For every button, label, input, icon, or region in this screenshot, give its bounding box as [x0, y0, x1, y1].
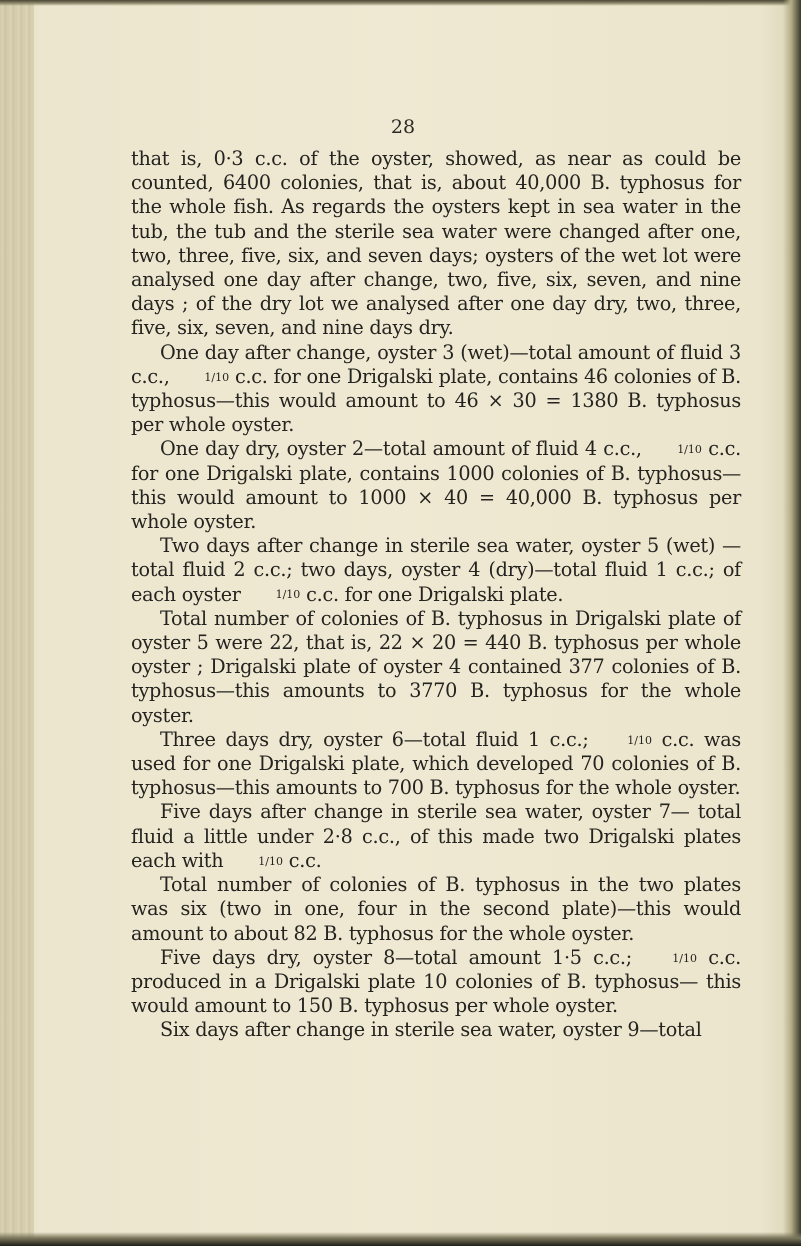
page-right-edge — [783, 0, 801, 1246]
fraction-one-tenth: 1/10 — [204, 370, 230, 384]
paragraph: Three days dry, oyster 6—total fluid 1 c.c.; 1/10 c.c. was used for one Drigalski plate, which developed 70 colonies of B. typhosus—this amounts to 700 B. typhosus for the whole oyster. — [131, 727, 741, 800]
fraction-one-tenth: 1/10 — [627, 733, 652, 747]
page-number: 28 — [390, 116, 416, 138]
paragraph: Five days dry, oyster 8—total amount 1·5 c.c.; 1/10 c.c. produced in a Drigalski plate 10 colonies of B. typhosus— this would amount to 150 B. typhosus per whole oyster. — [131, 945, 741, 1018]
fraction-one-tenth: 1/10 — [672, 951, 697, 965]
page-binding-gutter — [0, 0, 34, 1246]
fraction-one-tenth: 1/10 — [258, 854, 283, 868]
fraction-one-tenth: 1/10 — [677, 443, 702, 457]
paragraph: Five days after change in sterile sea water, oyster 7— total fluid a little under 2·8 c.c., of this made two Drigalski plates each with 1/10 c.c. — [131, 800, 741, 872]
paragraph: One day after change, oyster 3 (wet)—total amount of fluid 3 c.c., 1/10 c.c. for one Drigalski plate, contains 46 colonies of B. typhosus—this would amount to 46 × 30 = 1380 B. typhosus per whole oyster. — [131, 340, 741, 437]
fraction-one-tenth: 1/10 — [275, 588, 301, 602]
page-bottom-edge — [0, 1232, 801, 1246]
page-top-edge — [0, 0, 801, 6]
body-text — [131, 147, 741, 1043]
paragraph: Total number of colonies of B. typhosus in the two plates was six (two in one, four in the second plate)—this would amount to about 82 B. typhosus for the whole oyster. — [131, 873, 741, 945]
paragraph: Total number of colonies of B. typhosus in Drigalski plate of oyster 5 were 22, that is, 22 × 20 = 440 B. typhosus per whole oyster ; Drigalski plate of oyster 4 contained 377 colonies of B. typhosus—this amounts to 3770 B. typhosus for the whole oyster. — [131, 606, 741, 727]
paragraph: One day dry, oyster 2—total amount of fluid 4 c.c., 1/10 c.c. for one Drigalski plate, contains 1000 colonies of B. typhosus—this would amount to 1000 × 40 = 40,000 B. typhosus per whole oyster. — [131, 437, 741, 534]
paragraph: Six days after change in sterile sea water, oyster 9—total — [160, 1018, 702, 1042]
paragraph: Two days after change in sterile sea water, oyster 5 (wet) —total fluid 2 c.c.; two days, oyster 4 (dry)—total fluid 1 c.c.; of each oyster 1/10 c.c. for one Drigalski plate. — [131, 534, 741, 606]
paragraph: that is, 0·3 c.c. of the oyster, showed, as near as could be counted, 6400 colonies, that is, about 40,000 B. typhosus for the whole fish. As regards the oysters kept in sea water in the tub, the tub and the sterile sea water were changed after one, two, three, five, six, and seven days; oysters of the wet lot were analysed one day after change, two, five, six, seven, and nine days ; of the dry lot we analysed after one day dry, two, three, five, six, seven, and nine days dry. — [131, 147, 741, 340]
